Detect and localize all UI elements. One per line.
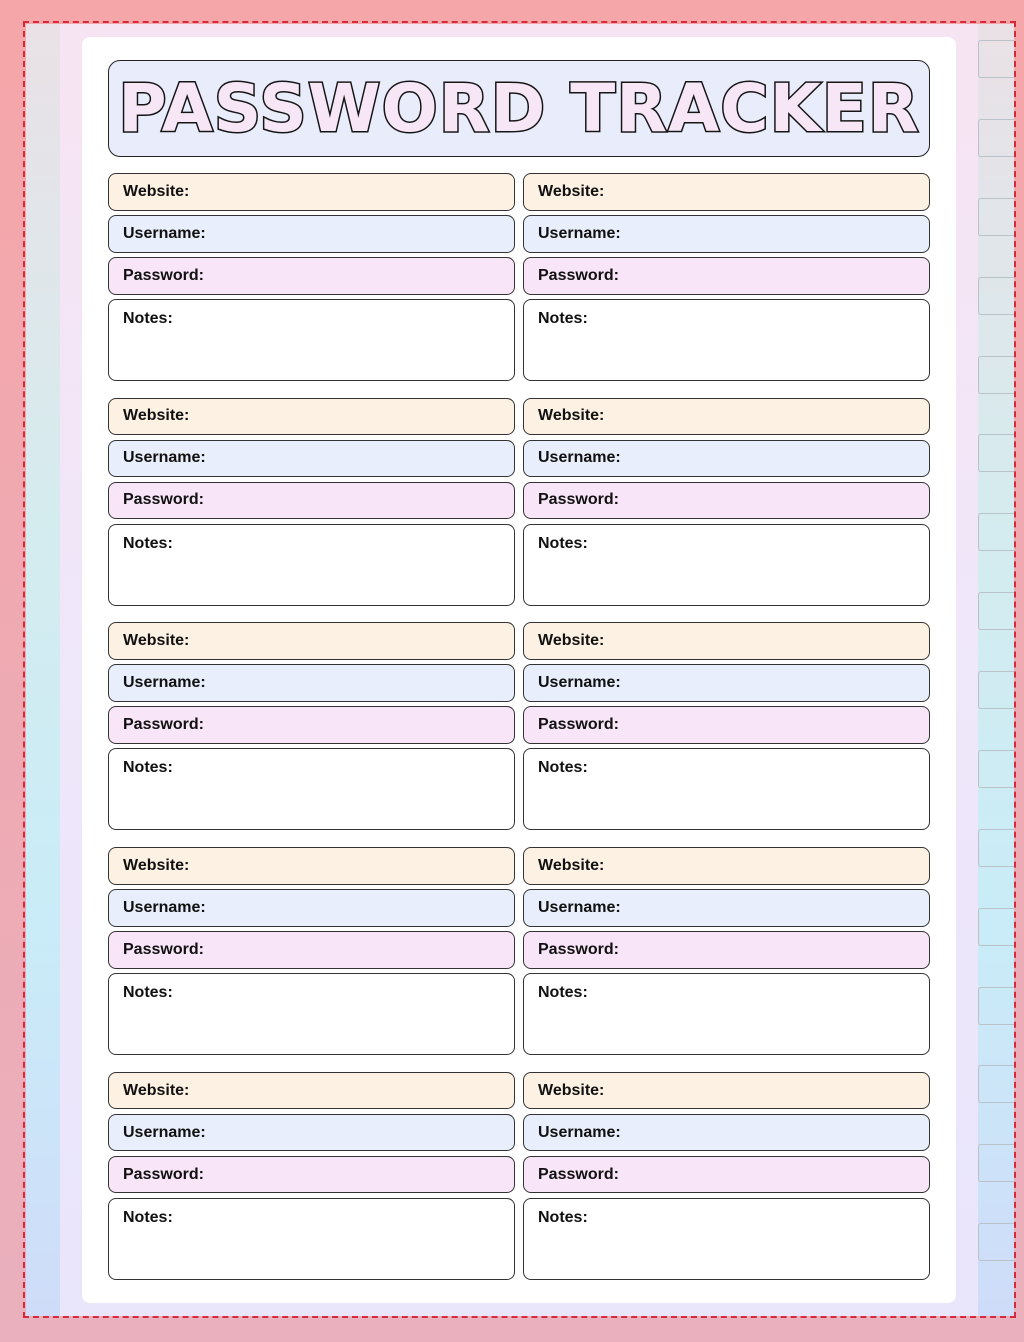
notes-field[interactable]: Notes:	[523, 524, 930, 606]
password-entry-card	[523, 847, 930, 1055]
notes-field[interactable]: Notes:	[108, 299, 515, 381]
website-field[interactable]: Website:	[523, 1072, 930, 1110]
password-entry-card	[523, 1072, 930, 1280]
title-banner	[108, 60, 930, 157]
side-tab[interactable]	[978, 513, 1014, 551]
notes-field[interactable]: Notes:	[108, 524, 515, 606]
notes-field[interactable]: Notes:	[108, 1198, 515, 1280]
username-field[interactable]: Username:	[108, 889, 515, 927]
username-field[interactable]: Username:	[523, 440, 930, 478]
side-tab[interactable]	[978, 356, 1014, 394]
password-field[interactable]: Password:	[523, 1156, 930, 1194]
entries-grid	[108, 173, 930, 1280]
side-tab[interactable]	[978, 1144, 1014, 1182]
page-title: PASSWORD TRACKER	[118, 69, 920, 147]
side-tab[interactable]	[978, 987, 1014, 1025]
side-tab[interactable]	[978, 592, 1014, 630]
website-field[interactable]: Website:	[108, 398, 515, 436]
side-tab[interactable]	[978, 198, 1014, 236]
password-entry-card	[108, 173, 515, 381]
notes-field[interactable]: Notes:	[523, 299, 930, 381]
side-tab[interactable]	[978, 1223, 1014, 1261]
website-field[interactable]: Website:	[108, 847, 515, 885]
website-field[interactable]: Website:	[523, 173, 930, 211]
website-field[interactable]: Website:	[523, 847, 930, 885]
password-entry-card	[108, 1072, 515, 1280]
notes-field[interactable]: Notes:	[523, 973, 930, 1055]
side-tab[interactable]	[978, 829, 1014, 867]
username-field[interactable]: Username:	[523, 1114, 930, 1152]
side-tab[interactable]	[978, 750, 1014, 788]
side-tabs	[978, 38, 1014, 1300]
website-field[interactable]: Website:	[108, 622, 515, 660]
website-field[interactable]: Website:	[523, 398, 930, 436]
password-field[interactable]: Password:	[523, 931, 930, 969]
username-field[interactable]: Username:	[523, 889, 930, 927]
password-entry-card	[108, 622, 515, 830]
password-field[interactable]: Password:	[108, 257, 515, 295]
password-field[interactable]: Password:	[523, 257, 930, 295]
website-field[interactable]: Website:	[523, 622, 930, 660]
password-entry-card	[523, 622, 930, 830]
password-entry-card	[108, 847, 515, 1055]
password-field[interactable]: Password:	[108, 482, 515, 520]
password-entry-card	[108, 398, 515, 606]
username-field[interactable]: Username:	[108, 215, 515, 253]
side-tab[interactable]	[978, 277, 1014, 315]
username-field[interactable]: Username:	[523, 215, 930, 253]
notes-field[interactable]: Notes:	[523, 748, 930, 830]
side-tab[interactable]	[978, 671, 1014, 709]
password-entry-card	[523, 398, 930, 606]
password-field[interactable]: Password:	[108, 706, 515, 744]
password-field[interactable]: Password:	[108, 1156, 515, 1194]
side-tab[interactable]	[978, 119, 1014, 157]
side-tab[interactable]	[978, 908, 1014, 946]
username-field[interactable]: Username:	[523, 664, 930, 702]
password-field[interactable]: Password:	[523, 482, 930, 520]
password-entry-card	[523, 173, 930, 381]
side-tab[interactable]	[978, 434, 1014, 472]
password-field[interactable]: Password:	[108, 931, 515, 969]
username-field[interactable]: Username:	[108, 1114, 515, 1152]
side-tab[interactable]	[978, 40, 1014, 78]
notes-field[interactable]: Notes:	[523, 1198, 930, 1280]
username-field[interactable]: Username:	[108, 440, 515, 478]
password-field[interactable]: Password:	[523, 706, 930, 744]
notes-field[interactable]: Notes:	[108, 973, 515, 1055]
username-field[interactable]: Username:	[108, 664, 515, 702]
website-field[interactable]: Website:	[108, 173, 515, 211]
side-tab[interactable]	[978, 1065, 1014, 1103]
notes-field[interactable]: Notes:	[108, 748, 515, 830]
website-field[interactable]: Website:	[108, 1072, 515, 1110]
